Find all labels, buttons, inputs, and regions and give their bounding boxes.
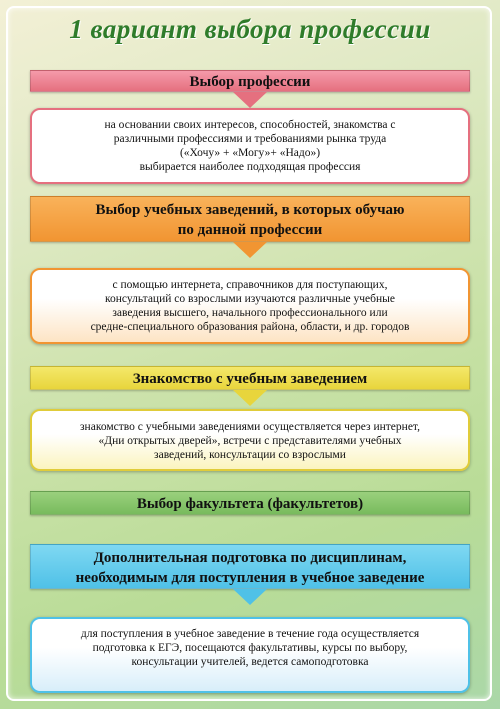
step-2-line: средне-специального образования района, области, и др. городов bbox=[90, 321, 410, 333]
step-3-line: знакомство с учебными заведениями осуществляется через интернет, bbox=[80, 421, 420, 433]
step-3-line: «Дни открытых дверей», встречи с представителями учебных bbox=[98, 435, 402, 447]
step-2-line: заведения высшего, начального профессионального или bbox=[112, 307, 388, 319]
step-1-line: различными профессиями и требованиями рынка труда bbox=[113, 133, 387, 145]
step-2-description bbox=[30, 268, 470, 344]
step-2-header bbox=[30, 196, 470, 242]
step-4-header bbox=[30, 491, 470, 515]
arrow-down-icon bbox=[233, 242, 267, 258]
step-1-line: выбирается наиболее подходящая профессия bbox=[139, 161, 361, 173]
step-4-header-line: Выбор факультета (факультетов) bbox=[136, 496, 364, 512]
step-5-header-line: необходимым для поступления в учебное заведение bbox=[75, 570, 425, 586]
step-1-description bbox=[30, 108, 470, 184]
step-5-description bbox=[30, 617, 470, 693]
arrow-down-icon bbox=[233, 390, 267, 406]
step-1-header bbox=[30, 70, 470, 92]
step-5-header-line: Дополнительная подготовка по дисциплинам, bbox=[93, 550, 407, 566]
poster-title: 1 вариант выбора профессии bbox=[69, 14, 431, 44]
step-5-line: для поступления в учебное заведение в течение года осуществляется bbox=[80, 628, 420, 640]
step-3-description bbox=[30, 409, 470, 471]
step-2-line: с помощью интернета, справочников для поступающих, bbox=[112, 279, 388, 291]
arrow-down-icon bbox=[233, 589, 267, 605]
step-3-header-line: Знакомство с учебным заведением bbox=[132, 371, 368, 387]
step-1-header-line: Выбор профессии bbox=[189, 74, 311, 90]
step-5-line: подготовка к ЕГЭ, посещаются факультативы, курсы по выбору, bbox=[92, 642, 408, 654]
step-1-line: («Хочу» + «Могу»+ «Надо») bbox=[179, 147, 321, 159]
step-1-line: на основании своих интересов, способностей, знакомства с bbox=[104, 119, 396, 131]
step-3-line: заведений, консультации со взрослыми bbox=[154, 449, 346, 461]
step-3-header bbox=[30, 366, 470, 390]
step-2-line: консультаций со взрослыми изучаются различные учебные bbox=[105, 293, 395, 305]
arrow-down-icon bbox=[233, 92, 267, 108]
step-2-header-line: по данной профессии bbox=[177, 222, 323, 238]
step-2-header-line: Выбор учебных заведений, в которых обучаю bbox=[95, 202, 405, 218]
step-5-header bbox=[30, 544, 470, 589]
step-5-line: консультации учителей, ведется самоподготовка bbox=[131, 656, 369, 668]
